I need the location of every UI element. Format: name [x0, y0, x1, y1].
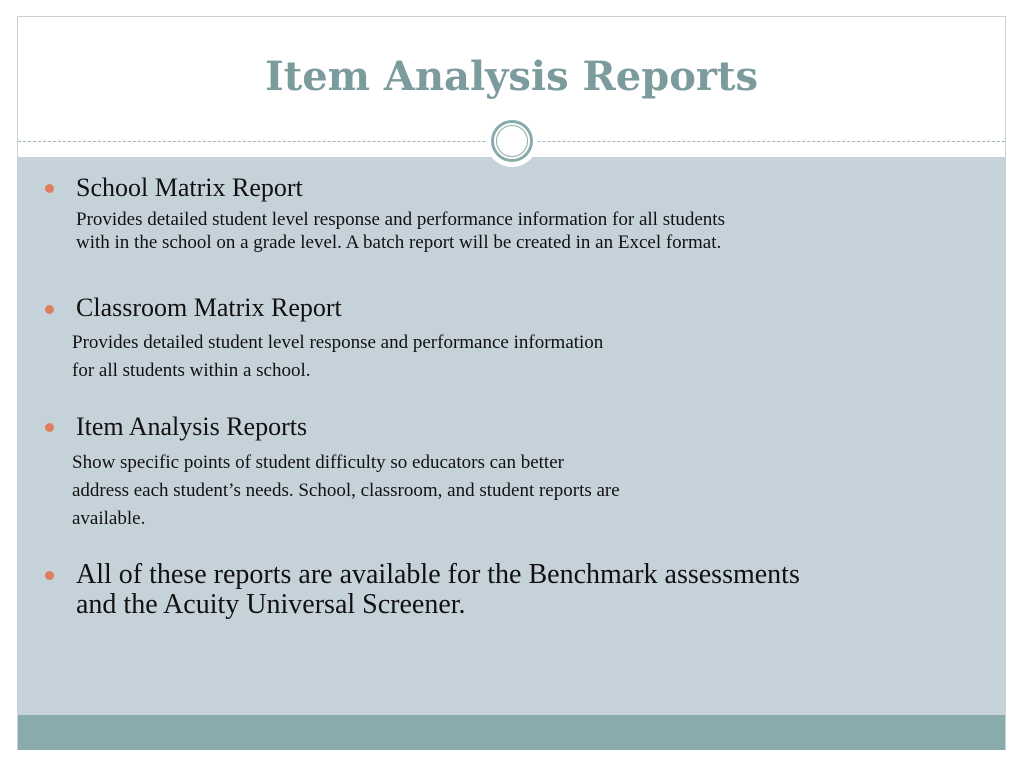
- footer-band: [18, 715, 1005, 750]
- slide: [17, 16, 1006, 750]
- bullet-summary: [76, 560, 800, 620]
- bullet-description-school-matrix: [76, 208, 725, 254]
- circle-ornament-icon: [486, 115, 538, 167]
- ornament-ring: [491, 120, 533, 162]
- bullet-heading-classroom-matrix: Classroom Matrix Report: [76, 293, 342, 322]
- bullet-heading-item-analysis: Item Analysis Reports: [76, 412, 308, 441]
- bullet-icon: [45, 571, 54, 580]
- description-line: Show specific points of student difficulty so educators can better: [72, 452, 564, 473]
- bullet-description-item-analysis: [72, 449, 620, 533]
- description-line: with in the school on a grade level. A batch report will be created in an Excel format.: [76, 232, 722, 253]
- summary-line: All of these reports are available for the Benchmark assessments: [76, 559, 800, 590]
- summary-line: and the Acuity Universal Screener.: [76, 589, 466, 620]
- description-line: Provides detailed student level response and performance information: [72, 332, 604, 353]
- description-line: for all students within a school.: [72, 360, 311, 381]
- bullet-heading-school-matrix: School Matrix Report: [76, 173, 303, 202]
- description-line: Provides detailed student level response and performance information for all students: [76, 209, 725, 230]
- ornament-inner-ring: [496, 125, 528, 157]
- slide-title: Item Analysis Reports: [265, 53, 758, 100]
- bullet-icon: [45, 184, 54, 193]
- bullet-icon: [45, 305, 54, 314]
- bullet-icon: [45, 423, 54, 432]
- bullet-description-classroom-matrix: [72, 329, 603, 385]
- description-line: address each student’s needs. School, classroom, and student reports are: [72, 480, 620, 501]
- description-line: available.: [72, 508, 146, 529]
